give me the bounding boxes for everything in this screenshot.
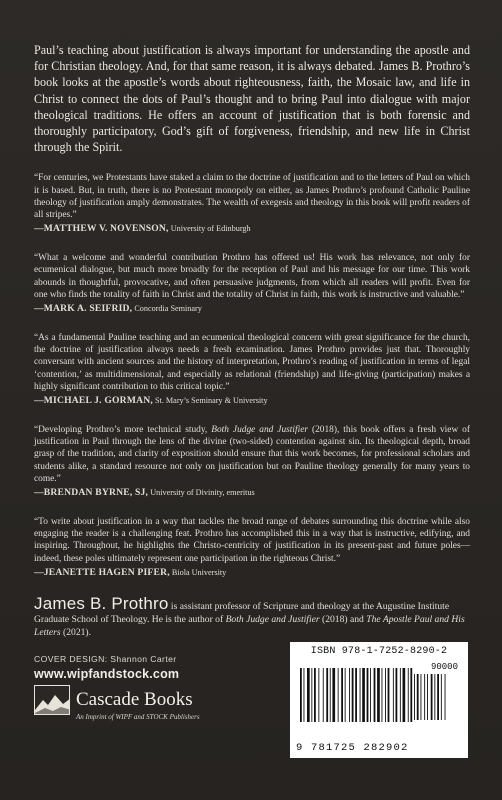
endorsement-5 [34,516,470,579]
endorser-name: —BRENDAN BYRNE, SJ, [34,487,149,499]
barcode-addon-bar [424,674,425,720]
book-title: Both Judge and Justifier [211,425,309,436]
endorsement-3 [34,332,470,407]
barcode-bar [330,668,331,722]
endorsement-attribution [34,223,470,235]
barcode-bar [367,668,369,722]
endorsement-2 [34,252,470,315]
barcode-addon-bar [441,674,442,720]
barcode-bar [355,668,357,722]
barcode-bar [300,668,302,722]
endorser-affiliation: Concordia Seminary [132,304,202,314]
barcode-bar [362,668,365,722]
barcode-bar [332,668,335,722]
barcode-bar [307,668,310,722]
barcode-bar [370,668,371,722]
price-code: 90000 [430,662,458,672]
endorsement-text: “What a welcome and wonderful contribution Prothro has offered us! His work has relevance, not only for ecumenical dialogue, but much more broadly for the reception of Paul and his message for our time. This work abounds in thoughtful, provocative, and often persuasive judgments, from which all readers will profit. Even for one who finds the totality of faith in Christ and the totality of Christ in faith, this work is instructive and valuable.” [34,253,470,300]
barcode-bar [326,668,328,722]
book-title: Both Judge and Justifier [225,613,320,625]
publisher-tagline: An Imprint of WIPF and STOCK Publishers [76,713,200,721]
barcode-bar [410,668,412,722]
endorser-name: —MICHAEL J. GORMAN, [34,395,153,407]
endorsement-attribution [34,567,470,579]
endorsement-attribution [34,303,470,315]
publisher-name: Cascade Books [76,689,193,710]
barcode-bar [374,668,376,722]
barcode-addon-bar [445,674,446,720]
barcode-bars [296,660,462,734]
barcode-bar [403,668,406,722]
ean-digits: 9 781725 282902 [296,742,409,754]
endorsement-text: “Developing Prothro’s more technical study, Both Judge and Justifier (2018), this book offers a fresh view of justification in Paul through the lens of the divine (two-sided) contention against sin. Its theological depth, broad grasp of the tradition, and clarity of exposition should ensure that this work becomes, for professional scholars and students alike, a standard resource not only on justification but on Pauline theology generally for many years to come.” [34,425,470,484]
barcode-bar [304,668,305,722]
barcode-addon-bar [437,674,439,720]
author-name: James B. Prothro [34,593,169,613]
barcode-bar [377,668,380,722]
endorser-affiliation: St. Mary’s Seminary & University [152,396,268,406]
barcode-bar [393,668,394,722]
endorsement-text: “As a fundamental Pauline teaching and an ecumenical theological concern with great significance for the church, the doctrine of justification always needs a fresh examination. James Prothro provides just that. Thoroughly conversant with ancient sources and the history of interpretation, Prothro’s reading of justification in terms of legal ‘contention,’ as multidimensional, and especially as relational (friendship) and life-giving (participation) makes a highly significant contribution to this critical topic.” [34,333,470,392]
mountain-logo-icon [34,685,70,715]
endorser-name: —MARK A. SEIFRID, [34,303,133,315]
author-bio: James B. Prothro is assistant professor of Scripture and theology at the Augustine Institute Graduate School of Theology. He is the author of Both Judge and Justifier (2018) and The Apostle Paul and His Letters (2021). [34,593,465,638]
endorser-affiliation: Biola University [169,567,227,577]
isbn-number: ISBN 978-1-7252-8290-2 [310,646,448,657]
endorser-name: —MATTHEW V. NOVENSON, [34,223,169,235]
barcode-bar [345,668,346,722]
back-cover-content [34,42,470,639]
publisher-footer [34,654,284,721]
endorser-affiliation: University of Divinity, emeritus [148,488,255,498]
book-title: The Apostle Paul and His Letters [34,613,465,638]
barcode-bar [388,668,390,722]
barcode-bar [311,668,312,722]
barcode-bar [408,668,409,722]
barcode-addon-bar [414,674,415,720]
barcode-bar [318,668,319,722]
endorsement-4 [34,424,470,499]
barcode-bar [352,668,354,722]
barcode-bar [400,668,401,722]
endorsement-text: “For centuries, we Protestants have staked a claim to the doctrine of justification and to the letters of Paul on which it is based. But, in truth, there is no Protestant monopoly on either, as James Prothro’s profound Catholic Pauline theology of justification amply demonstrates. The wealth of exegesis and theology in this book will profit readers of all stripes.” [34,173,470,221]
barcode-bar [341,668,343,722]
isbn-barcode [290,642,468,758]
endorser-name: —JEANETTE HAGEN PIFER, [34,566,170,578]
endorsement-attribution [34,395,470,407]
endorsement-attribution [34,487,470,499]
barcode-addon-bar [427,674,428,720]
barcode-bar [323,668,324,722]
barcode-bar [349,668,350,722]
barcode-addon-bar [417,674,419,720]
barcode-bar [360,668,361,722]
barcode-bar [382,668,383,722]
endorser-affiliation: University of Edinburgh [168,224,251,234]
barcode-bar [338,668,339,722]
barcode-addon-bar [431,674,433,720]
book-description: Paul’s teaching about justification is always important for understanding the apostle and for Christian theology. And, for that same reason, it is always debated. James B. Prothro’s book looks at the apostle’s words about righteousness, faith, the Mosaic law, and life in Christ to connect the dots of Paul’s thought and to bring Paul into dialogue with major theological traditions. He offers an account of justification that is both forensic and thoroughly participatory, God’s gift of forgiveness, friendship, and new life in Christ through the Spirit. [34,43,470,155]
endorsement-1 [34,172,470,235]
barcode-addon-bar [421,674,422,720]
barcode-bar [314,668,316,722]
endorsement-text: “To write about justification in a way that tackles the broad range of debates surrounding this doctrine while also engaging the reader is a challenging feat. Prothro has accomplished this in a way that is instructive, edifying, and inspiring. Throughout, he highlights the Christo-centricity of justification in its present-past and future poles—indeed, these poles ultimately represent one participation in the righteous Christ.” [34,517,470,564]
barcode-addon-bar [434,674,435,720]
publisher-branding [34,685,284,715]
barcode-bar [396,668,398,722]
publisher-website: www.wipfandstock.com [34,667,180,681]
barcode-bar [385,668,386,722]
cover-design-credit: COVER DESIGN: Shannon Carter [34,654,177,664]
